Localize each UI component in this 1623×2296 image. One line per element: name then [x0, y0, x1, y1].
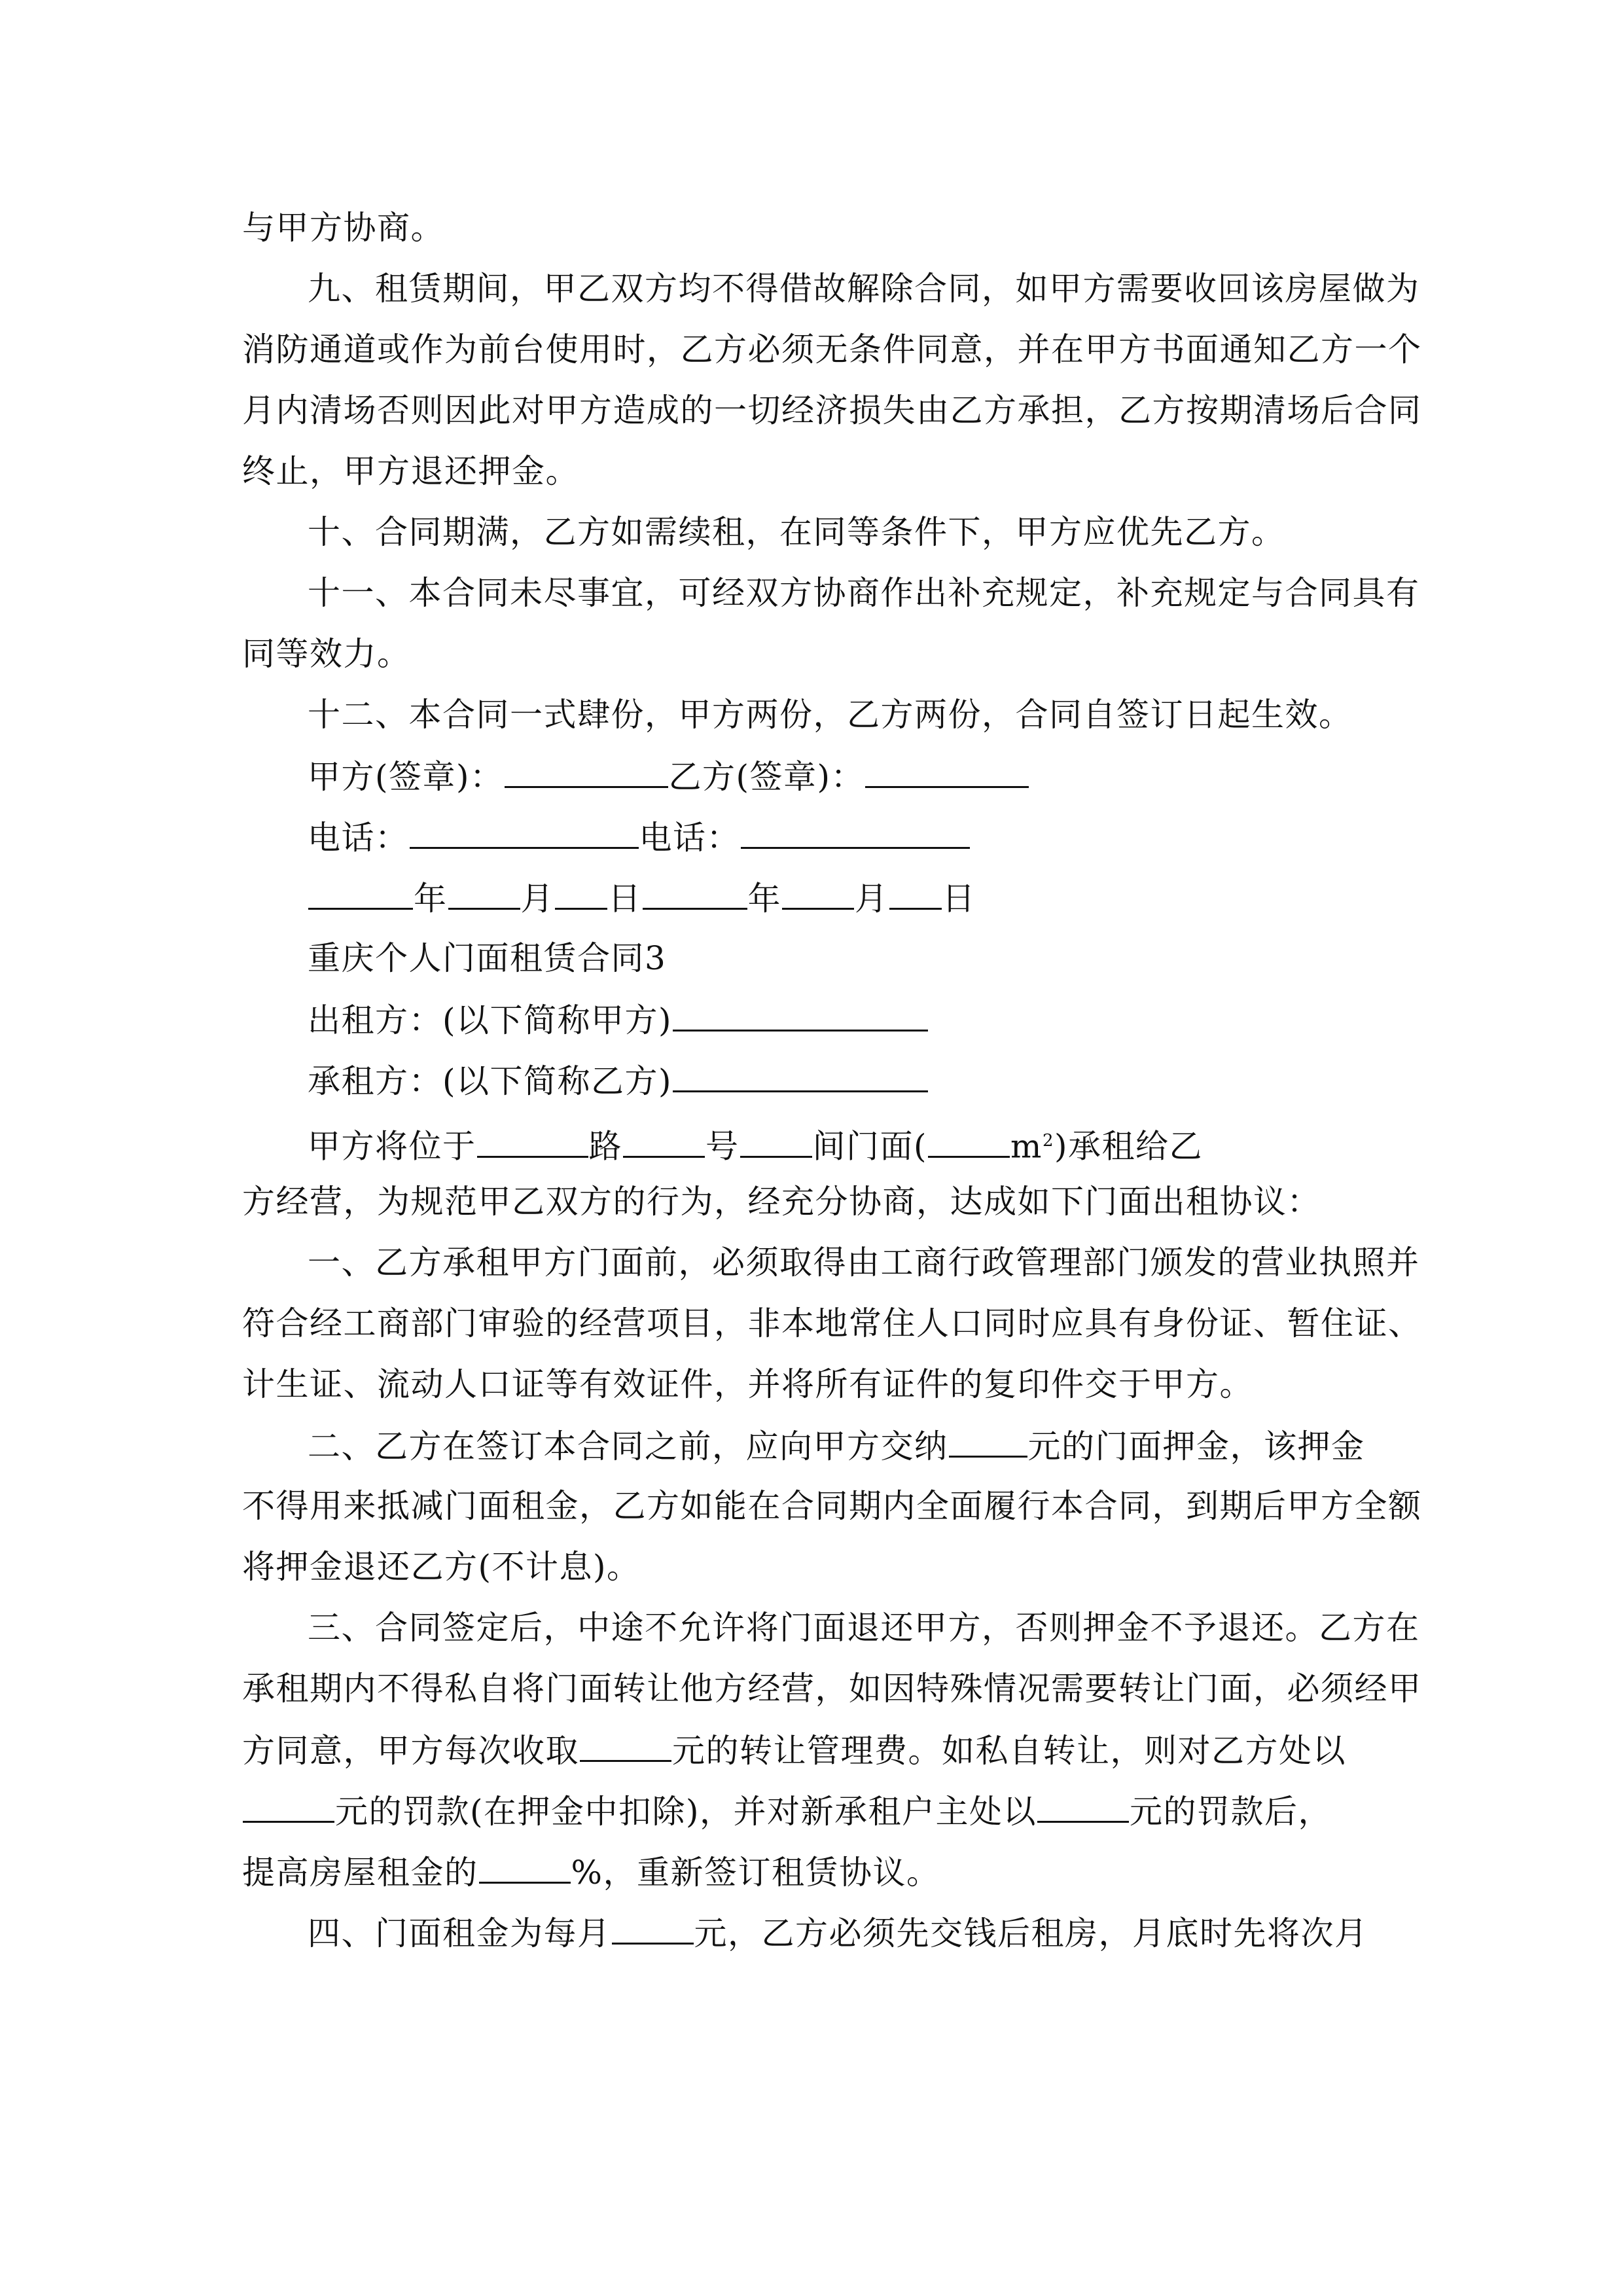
intro-line: 方经营，为规范甲乙双方的行为，经充分协商，达成如下门面出租协议： — [242, 1183, 1321, 1221]
contract-title: 重庆个人门面租赁合同3 — [308, 939, 667, 977]
rent-increase-percent-field[interactable] — [479, 1852, 571, 1884]
clause-11-line: 同等效力。 — [242, 635, 411, 673]
party-b-month-field[interactable] — [782, 878, 854, 910]
clause-9-line: 终止，甲方退还押金。 — [242, 452, 579, 490]
month-label: 月 — [520, 880, 554, 918]
party-b-phone-label: 电话： — [639, 819, 740, 857]
signature-row — [308, 756, 1029, 817]
number-field[interactable] — [623, 1126, 705, 1158]
intro-text: )承租给乙 — [1054, 1127, 1203, 1166]
transfer-fee-field[interactable] — [580, 1730, 671, 1762]
day-label: 日 — [942, 880, 976, 918]
room-label: 间门面( — [812, 1127, 928, 1166]
party-a-year-field[interactable] — [308, 878, 413, 910]
clause-9-line: 月内清场否则因此对甲方造成的一切经济损失由乙方承担，乙方按期清场后合同 — [242, 391, 1422, 429]
clause-9-line: 消防通道或作为前台使用时，乙方必须无条件同意，并在甲方书面通知乙方一个 — [242, 331, 1422, 368]
party-b-phone-field[interactable] — [741, 817, 970, 849]
clause-3-line — [242, 1730, 1346, 1791]
clause-4-text: 四、门面租金为每月 — [308, 1914, 611, 1952]
lessee-field[interactable] — [673, 1060, 928, 1092]
party-b-year-field[interactable] — [643, 878, 747, 910]
tenant-fine-field[interactable] — [243, 1791, 334, 1823]
road-label: 路 — [588, 1127, 622, 1166]
number-label: 号 — [705, 1127, 740, 1166]
party-a-phone-field[interactable] — [410, 817, 639, 849]
road-field[interactable] — [477, 1126, 588, 1158]
clause-4-text: 元，乙方必须先交钱后租房，月底时先将次月 — [694, 1914, 1368, 1952]
party-a-signature-label: 甲方(签章)： — [308, 758, 504, 796]
clause-3-text: 方同意，甲方每次收取 — [242, 1732, 579, 1770]
lessee-row — [308, 1060, 929, 1121]
year-label: 年 — [747, 880, 781, 918]
clause-10-line: 十、合同期满，乙方如需续租，在同等条件下，甲方应优先乙方。 — [308, 513, 1285, 551]
year-label: 年 — [414, 880, 448, 918]
party-a-phone-label: 电话： — [308, 819, 409, 857]
lessor-label: 出租方：(以下简称甲方) — [308, 1001, 673, 1039]
clause-3-line — [242, 1852, 940, 1912]
clause-12-line: 十二、本合同一式肆份，甲方两份，乙方两份，合同自签订日起生效。 — [308, 696, 1353, 734]
lessor-row — [308, 999, 929, 1060]
clause-3-line: 承租期内不得私自将门面转让他方经营，如因特殊情况需要转让门面，必须经甲 — [242, 1670, 1422, 1708]
clause-1-line: 符合经工商部门审验的经营项目，非本地常住人口同时应具有身份证、暂住证、 — [242, 1304, 1422, 1342]
lessee-label: 承租方：(以下简称乙方) — [308, 1062, 673, 1100]
clause-2-text: 二、乙方在签订本合同之前，应向甲方交纳 — [308, 1427, 948, 1465]
clause-3-line — [242, 1791, 1332, 1852]
party-a-signature-field[interactable] — [505, 756, 668, 788]
clause-2-text: 元的门面押金，该押金 — [1027, 1427, 1365, 1465]
clause-3-text: 元的罚款(在押金中扣除)，并对新承租户主处以 — [335, 1793, 1037, 1831]
date-row — [308, 878, 976, 939]
clause-3-text: 元的转让管理费。如私自转让，则对乙方处以 — [672, 1732, 1346, 1770]
party-a-day-field[interactable] — [555, 878, 607, 910]
clause-2-line: 不得用来抵减门面租金，乙方如能在合同期内全面履行本合同，到期后甲方全额 — [242, 1487, 1422, 1525]
paragraph-line: 与甲方协商。 — [242, 209, 444, 247]
clause-1-line: 计生证、流动人口证等有效证件，并将所有证件的复印件交于甲方。 — [242, 1365, 1253, 1403]
intro-line — [308, 1121, 1203, 1182]
deposit-amount-field[interactable] — [949, 1426, 1027, 1458]
clause-2-line — [308, 1426, 1365, 1486]
lessor-field[interactable] — [673, 999, 928, 1031]
clause-9-line: 九、租赁期间，甲乙双方均不得借故解除合同，如甲方需要收回该房屋做为 — [308, 270, 1420, 308]
clause-3-text: %，重新签订租赁协议。 — [571, 1854, 940, 1892]
phone-row — [308, 817, 971, 878]
party-b-day-field[interactable] — [889, 878, 942, 910]
party-b-signature-label: 乙方(签章)： — [668, 758, 865, 796]
area-unit-exponent: 2 — [1042, 1131, 1054, 1151]
clause-2-line: 将押金退还乙方(不计息)。 — [242, 1548, 641, 1586]
room-field[interactable] — [740, 1126, 812, 1158]
intro-text: 甲方将位于 — [308, 1127, 476, 1166]
party-a-month-field[interactable] — [448, 878, 520, 910]
clause-3-line: 三、合同签定后，中途不允许将门面退还甲方，否则押金不予退还。乙方在 — [308, 1609, 1420, 1647]
clause-11-line: 十一、本合同未尽事宜，可经双方协商作出补充规定，补充规定与合同具有 — [308, 574, 1420, 612]
new-tenant-fine-field[interactable] — [1037, 1791, 1129, 1823]
area-field[interactable] — [928, 1126, 1010, 1158]
area-unit: m — [1010, 1127, 1043, 1166]
month-label: 月 — [855, 880, 889, 918]
monthly-rent-field[interactable] — [612, 1912, 694, 1945]
clause-4-line — [308, 1912, 1368, 1973]
clause-3-text: 元的罚款后， — [1130, 1793, 1332, 1831]
party-b-signature-field[interactable] — [865, 756, 1029, 788]
clause-3-text: 提高房屋租金的 — [242, 1854, 478, 1892]
clause-1-line: 一、乙方承租甲方门面前，必须取得由工商行政管理部门颁发的营业执照并 — [308, 1244, 1420, 1282]
day-label: 日 — [608, 880, 642, 918]
